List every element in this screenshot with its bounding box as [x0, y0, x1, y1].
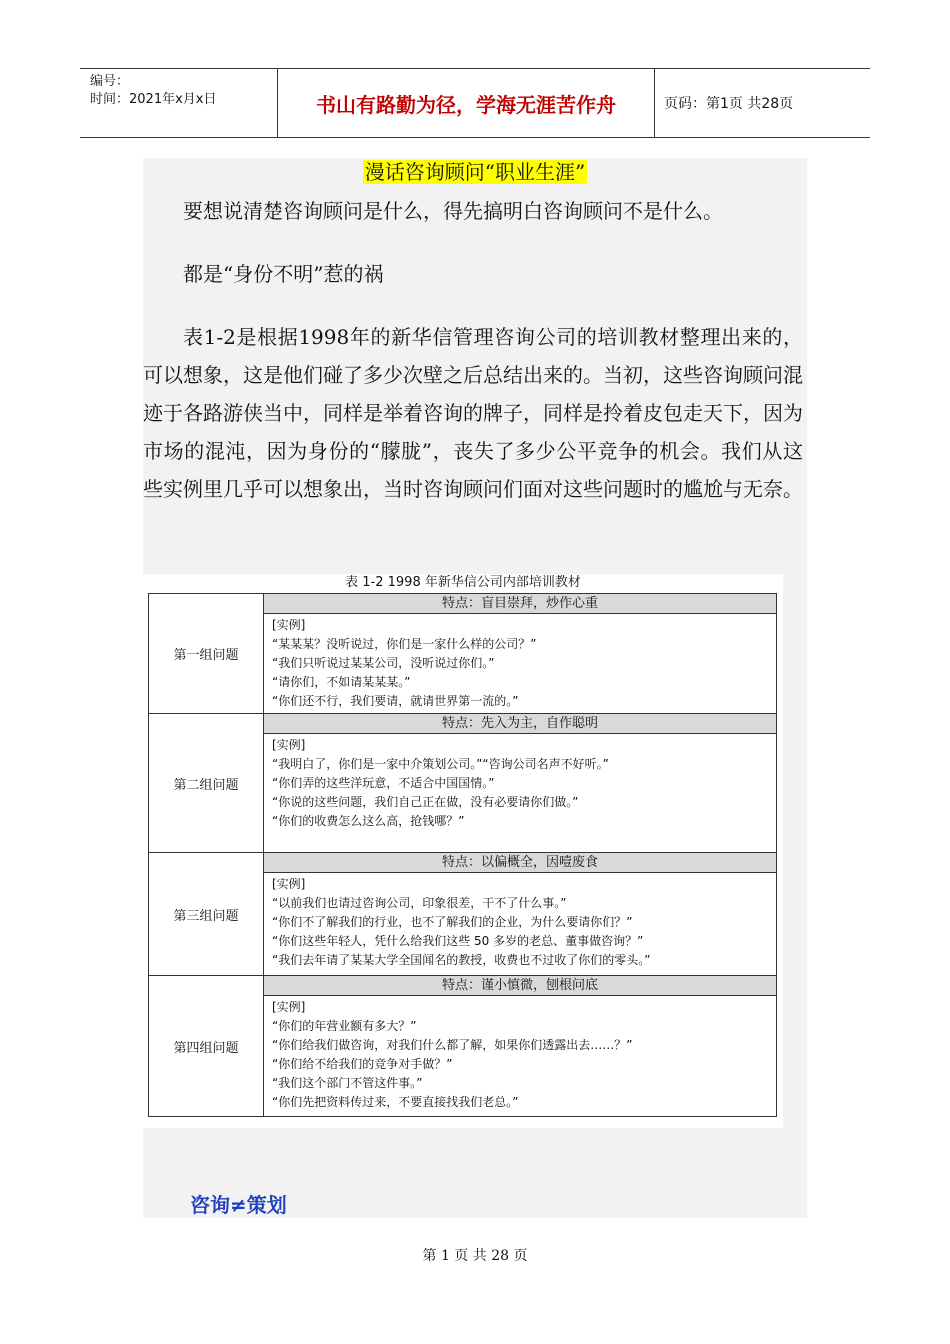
paragraph-body: 表1-2是根据1998年的新华信管理咨询公司的培训教材整理出来的，可以想象，这是他们碰了多少次壁之后总结出来的。当初，这些咨询顾问混迹于各路游侠当中，同样是举着咨询的牌子，同样是拎着皮包走天下，因为市场的混沌，因为身份的“朦胧”，丧失了多少公平竞争的机会。我们从这些实例里几乎可以想象出，当时咨询顾问们面对这些问题时的尴尬与无奈。: [143, 325, 803, 501]
feature-cell: 特点：以偏概全，因噎废食: [264, 853, 777, 873]
example-line: “以前我们也请过咨询公司，印象很差，干不了什么事。”: [272, 896, 567, 910]
section-heading: 咨询≠策划: [190, 1193, 287, 1217]
examples-cell: [264, 873, 777, 976]
example-line: “我明白了，你们是一家中介策划公司。”“咨询公司名声不好听。”: [272, 757, 609, 771]
subheading-identity: 都是“身份不明”惹的祸: [183, 262, 384, 286]
example-line: “你们给不给我们的竞争对手做？”: [272, 1057, 453, 1071]
header-motto: 书山有路勤为径，学海无涯苦作舟: [278, 69, 655, 137]
group-label: 第四组问题: [149, 976, 264, 1117]
example-line: “你们的年营业额有多大？”: [272, 1019, 417, 1033]
example-line: “你说的这些问题，我们自己正在做，没有必要请你们做。”: [272, 795, 579, 809]
example-line: “某某某？没听说过，你们是一家什么样的公司？”: [272, 637, 537, 651]
example-line: “你们不了解我们的行业，也不了解我们的企业，为什么要请你们？”: [272, 915, 633, 929]
feature-cell: 特点：先入为主，自作聪明: [264, 714, 777, 734]
example-label: [实例]: [272, 618, 306, 632]
example-line: “你们的收费怎么这么高，抢钱哪？”: [272, 814, 465, 828]
examples-cell: [264, 614, 777, 714]
training-table: [148, 593, 777, 1117]
examples-cell: [264, 734, 777, 853]
header-date: 时间：2021年x月x日: [90, 92, 217, 107]
document-title: [143, 158, 807, 186]
table-row: [149, 976, 777, 996]
document-title-text: 漫话咨询顾问“职业生涯”: [364, 160, 586, 184]
page-footer: 第 1 页 共 28 页: [422, 1248, 528, 1264]
example-line: “你们还不行，我们要请，就请世界第一流的。”: [272, 694, 519, 708]
example-line: “你们这些年轻人，凭什么给我们这些 50 多岁的老总、董事做咨询？”: [272, 934, 644, 948]
table-caption: 表 1-2 1998 年新华信公司内部培训教材: [345, 575, 581, 590]
group-label: 第一组问题: [149, 594, 264, 714]
example-label: [实例]: [272, 877, 306, 891]
table-row: [149, 714, 777, 734]
example-line: “我们去年请了某某大学全国闻名的教授，收费也不过收了你们的零头。”: [272, 953, 651, 967]
header-page-info: 页码：第1页 共28页: [664, 96, 794, 112]
example-line: “我们只听说过某某公司，没听说过你们。”: [272, 656, 495, 670]
group-label: 第三组问题: [149, 853, 264, 976]
example-line: “请你们，不如请某某某。”: [272, 675, 411, 689]
example-label: [实例]: [272, 1000, 306, 1014]
example-line: “我们这个部门不管这件事。”: [272, 1076, 423, 1090]
example-line: “你们先把资料传过来，不要直接找我们老总。”: [272, 1095, 519, 1109]
examples-cell: [264, 996, 777, 1117]
header-meta: [80, 69, 278, 137]
paragraph-intro: 要想说清楚咨询顾问是什么，得先搞明白咨询顾问不是什么。: [183, 199, 723, 223]
example-line: “你们给我们做咨询，对我们什么都了解，如果你们透露出去……？”: [272, 1038, 633, 1052]
table-row: [149, 594, 777, 614]
example-line: “你们弄的这些洋玩意，不适合中国国情。”: [272, 776, 495, 790]
feature-cell: 特点：谨小慎微，刨根问底: [264, 976, 777, 996]
page-header: [80, 68, 870, 138]
header-number: 编号：: [90, 74, 130, 89]
table-figure: [143, 574, 783, 1128]
example-label: [实例]: [272, 738, 306, 752]
table-row: [149, 853, 777, 873]
feature-cell: 特点：盲目崇拜，炒作心重: [264, 594, 777, 614]
group-label: 第二组问题: [149, 714, 264, 853]
